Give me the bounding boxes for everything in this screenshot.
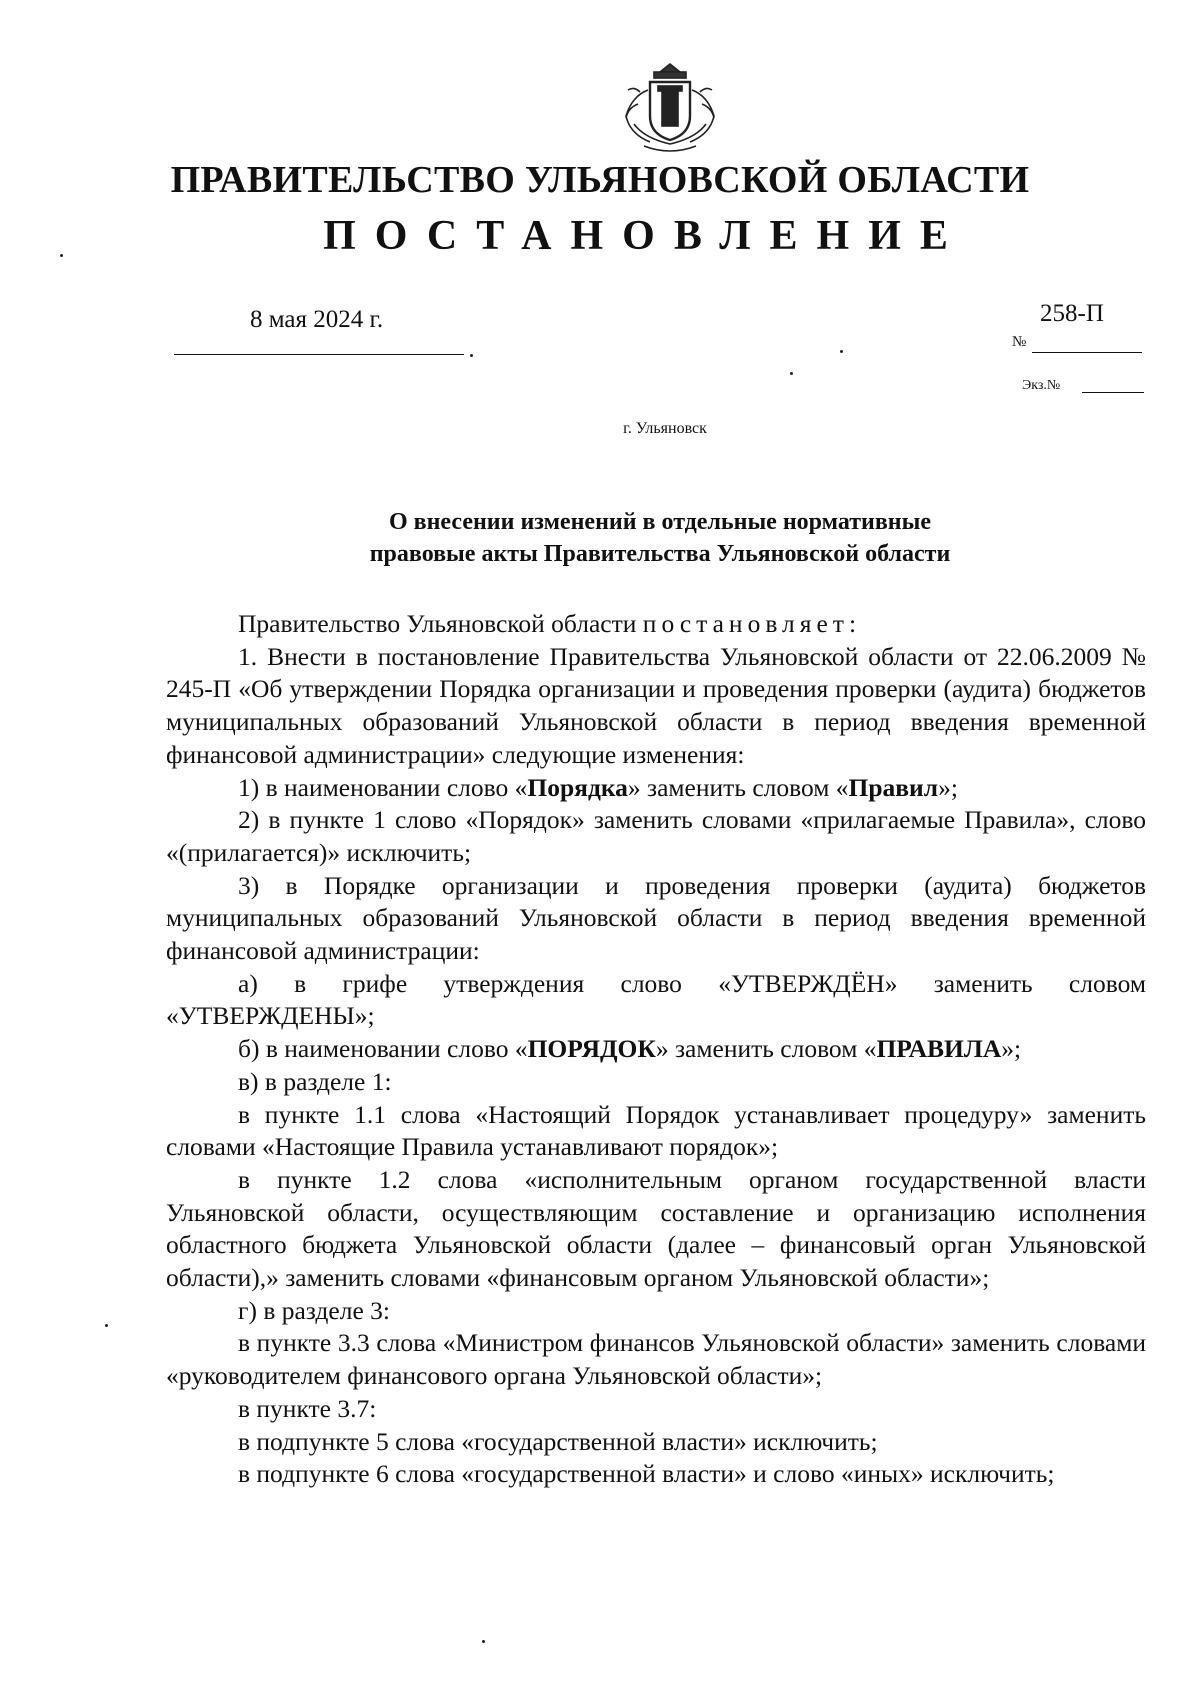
city-name: г. Ульяновск (623, 420, 707, 437)
scan-speck (60, 254, 63, 257)
bold-word: Правил (848, 772, 939, 802)
document-number: 258-П (1040, 300, 1104, 327)
intro-paragraph (166, 608, 1146, 641)
number-label: № (1012, 334, 1027, 350)
government-title: ПРАВИТЕЛЬСТВО УЛЬЯНОВСКОЙ ОБЛАСТИ (170, 159, 1030, 201)
scan-speck (105, 1324, 108, 1327)
paragraph-item-v: в) в разделе 1: (238, 1066, 392, 1096)
document-date: 8 мая 2024 г. (250, 306, 384, 333)
subject-line-2: правовые акты Правительства Ульяновской области (369, 541, 951, 567)
copy-number-label: Экз.№ (1022, 378, 1061, 393)
scan-speck (470, 354, 473, 357)
paragraph-subpoint-6: в подпункте 6 слова «государственной власти» и слово «иных» исключить; (238, 1459, 1055, 1489)
bold-word: ПРАВИЛА (876, 1034, 1002, 1064)
bold-word: Порядка (527, 772, 628, 802)
text-span: » заменить словом « (627, 772, 849, 802)
text-span: » заменить словом « (655, 1034, 877, 1064)
bold-word: ПОРЯДОК (527, 1034, 656, 1064)
paragraph-item-2: 2) в пункте 1 слово «Порядок» заменить словами «прилагаемые Правила», слово «(прилагается)» исключить; (166, 805, 1146, 867)
intro-text: Правительство Ульяновской области (238, 609, 643, 638)
paragraph-point-3-7: в пункте 3.7: (238, 1393, 377, 1423)
paragraph-item-a: а) в грифе утверждения слово «УТВЕРЖДЁН» заменить словом «УТВЕРЖДЕНЫ»; (166, 968, 1146, 1031)
scan-speck (790, 372, 793, 375)
paragraph-subpoint-5: в подпункте 5 слова «государственной власти» исключить; (238, 1426, 878, 1456)
paragraph-point-1-1: в пункте 1.1 слова «Настоящий Порядок устанавливает процедуру» заменить словами «Настоящие Правила устанавливают порядок»; (166, 1099, 1146, 1162)
paragraph-item-b (166, 1033, 1146, 1066)
text-span: »; (938, 772, 958, 802)
intro-colon: : (848, 609, 857, 638)
paragraph-point-1-2: в пункте 1.2 слова «исполнительным органом государственной власти Ульяновской области, осуществляющим составление и организацию исполнения областного бюджета Ульяновской области (далее – финансовый орган Ульяновской области),» заменить словами «финансовым органом Ульяновской области»; (166, 1164, 1146, 1293)
paragraph-1: 1. Внести в постановление Правительства Ульяновской области от 22.06.2009 № 245-П «Об утверждении Порядка организации и проведения проверки (аудита) бюджетов муниципальных образований Ульяновской области в период введения временной финансовой администрации» следующие изменения: (166, 641, 1146, 769)
text-span: »; (1001, 1034, 1022, 1064)
intro-verb: постановляет (642, 609, 849, 638)
text-span: б) в наименовании слово « (238, 1034, 528, 1064)
paragraph-item-3: 3) в Порядке организации и проведения проверки (аудита) бюджетов муниципальных образований Ульяновской области в период введения временной финансовой администрации: (166, 870, 1146, 966)
document-subject (170, 506, 1150, 570)
text-span: 1) в наименовании слово « (238, 772, 528, 802)
paragraph-item-g: г) в разделе 3: (238, 1295, 390, 1325)
scan-speck (482, 1640, 485, 1643)
subject-line-1: О внесении изменений в отдельные нормативные (388, 509, 932, 535)
copy-number-underline (1082, 392, 1144, 393)
date-underline (174, 354, 464, 355)
paragraph-item-1 (166, 772, 1146, 805)
paragraph-point-3-3: в пункте 3.3 слова «Министром финансов Ульяновской области» заменить словами «руководителем финансового органа Ульяновской области»; (166, 1328, 1146, 1391)
document-body (166, 608, 1146, 1491)
number-underline (1032, 352, 1142, 353)
coat-of-arms-icon (614, 60, 726, 160)
scan-speck (840, 350, 843, 353)
document-type-title: ПОСТАНОВЛЕНИЕ (323, 213, 967, 259)
